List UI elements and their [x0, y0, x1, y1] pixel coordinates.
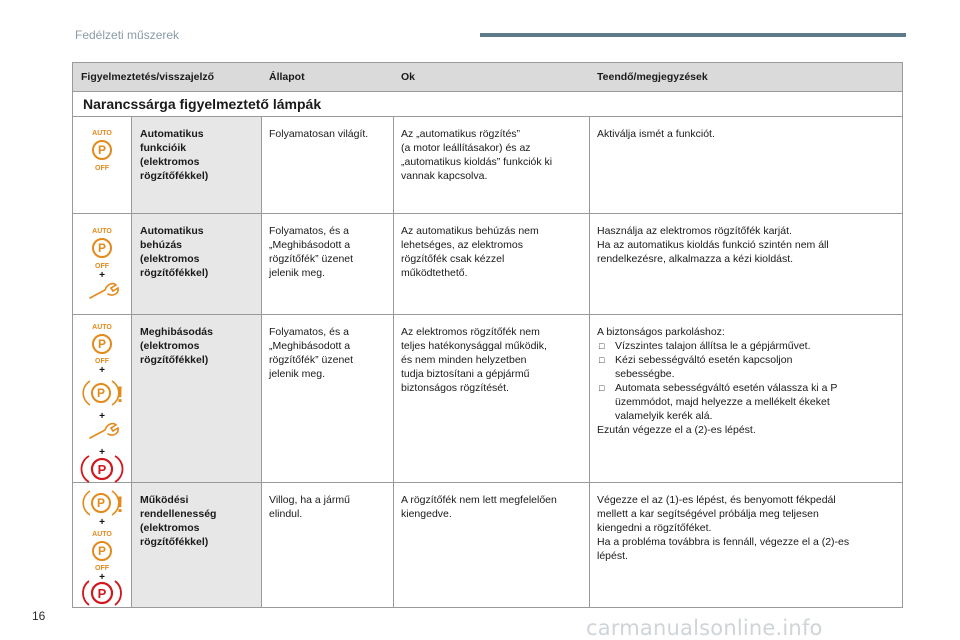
status-text: Folyamatos, és a „Meghibásodott a rögzítőfék” üzenet jelenik meg.: [269, 225, 354, 279]
indicator-name-cell: [132, 214, 262, 314]
svg-text:P: P: [97, 337, 107, 351]
action-text: [597, 325, 837, 437]
indicator-name-cell: [132, 117, 262, 213]
indicator-cell: [73, 483, 132, 607]
svg-text:P: P: [97, 462, 107, 477]
name-line: rögzítőfékkel): [140, 536, 209, 548]
action-bullet: □ Kézi sebességváltó esetén kapcsoljon sebességbe.: [597, 353, 837, 381]
status-text: Folyamatosan világít.: [269, 128, 369, 140]
section-accent-bar: [480, 33, 906, 37]
svg-text:AUTO: AUTO: [92, 228, 112, 235]
svg-text:OFF: OFF: [95, 565, 109, 572]
svg-text:!: !: [116, 492, 124, 517]
header-cause: Ok: [401, 71, 416, 83]
name-line: (elektromos: [140, 253, 200, 265]
indicator-cell: [73, 315, 132, 482]
svg-text:OFF: OFF: [95, 165, 109, 172]
name-line: rögzítőfékkel): [140, 267, 209, 279]
svg-text:+: +: [99, 447, 105, 458]
svg-text:P: P: [97, 544, 107, 558]
action-outro: Ezután végezze el a (2)-es lépést.: [597, 424, 756, 436]
parking-brake-red-icon: [73, 483, 131, 607]
svg-text:P: P: [97, 143, 107, 157]
watermark: carmanualsonline.info: [586, 616, 823, 640]
table-row: [73, 117, 902, 214]
svg-text:+: +: [99, 270, 105, 281]
action-bullet: □ Automata sebességváltó esetén válassza ki a P üzemmódot, majd helyezze a mellékelt ékeket valamelyik kerék alá.: [597, 381, 837, 423]
name-line: (elektromos: [140, 522, 200, 534]
action-text: Használja az elektromos rögzítőfék karját. Ha az automatikus kioldás funkció szintén nem áll rendelkezésre, alkalmazza a kézi kioldást.: [597, 225, 829, 265]
section-title: Fedélzeti műszerek: [75, 28, 180, 42]
svg-text:!: !: [116, 382, 124, 407]
action-intro: A biztonságos parkoláshoz:: [597, 326, 725, 338]
name-line: Automatikus: [140, 128, 204, 140]
status-text: Folyamatos, és a „Meghibásodott a rögzítőfék” üzenet jelenik meg.: [269, 326, 354, 380]
auto-off-parking-icon: [73, 117, 131, 213]
cause-text: A rögzítőfék nem lett megfelelően kiengedve.: [401, 494, 557, 520]
name-line: Automatikus: [140, 225, 204, 237]
svg-text:+: +: [99, 411, 105, 422]
page-number: 16: [32, 609, 46, 623]
svg-text:AUTO: AUTO: [92, 130, 112, 137]
table-row: [73, 315, 902, 483]
svg-text:AUTO: AUTO: [92, 324, 112, 331]
table-row: [73, 214, 902, 315]
name-line: (elektromos: [140, 156, 200, 168]
header-status: Állapot: [269, 71, 305, 83]
cause-text: Az elektromos rögzítőfék nem teljes hatékonysággal működik, és nem minden helyzetben tudja biztosítani a gépjármű biztonságos rögzítését.: [401, 326, 547, 394]
indicator-name-cell: [132, 483, 262, 607]
name-line: behúzás: [140, 239, 183, 251]
name-line: (elektromos: [140, 340, 200, 352]
svg-text:+: +: [99, 572, 105, 583]
name-line: rögzítőfékkel): [140, 170, 209, 182]
table-row: [73, 483, 902, 607]
name-line: Meghibásodás: [140, 326, 213, 338]
category-row: [73, 92, 902, 117]
indicator-cell: [73, 214, 132, 314]
name-line: Működési: [140, 494, 189, 506]
action-bullet: □ Vízszintes talajon állítsa le a gépjárművet.: [597, 339, 837, 353]
parking-brake-red-icon: [73, 315, 131, 482]
header-action: Teendő/megjegyzések: [597, 71, 708, 83]
svg-text:P: P: [97, 241, 107, 255]
header-indicator: Figyelmeztetés/visszajelző: [81, 71, 215, 83]
cause-text: Az „automatikus rögzítés” (a motor leállításakor) és az „automatikus kioldás” funkciók ki vannak kapcsolva.: [401, 128, 553, 182]
action-text: Végezze el az (1)-es lépést, és benyomott fékpedál mellett a kar segítségével próbálja meg teljesen kiengedni a rögzítőféket. Ha a probléma továbbra is fennáll, végezze el a (2)-es lépést.: [597, 494, 850, 562]
name-line: rendellenesség: [140, 508, 217, 520]
name-line: rögzítőfékkel): [140, 354, 209, 366]
indicator-cell: [73, 117, 132, 213]
svg-text:OFF: OFF: [95, 358, 109, 365]
cause-text: Az automatikus behúzás nem lehetséges, az elektromos rögzítőfék csak kézzel működtethető.: [401, 225, 539, 279]
svg-text:+: +: [99, 365, 105, 376]
svg-text:OFF: OFF: [95, 263, 109, 270]
wrench-icon: [73, 214, 131, 314]
name-line: funkcióik: [140, 142, 187, 154]
svg-text:P: P: [96, 496, 106, 510]
svg-text:P: P: [96, 386, 106, 400]
svg-text:+: +: [99, 517, 105, 528]
action-text: Aktiválja ismét a funkciót.: [597, 128, 715, 140]
warning-lamp-table: [72, 62, 903, 608]
svg-text:AUTO: AUTO: [92, 531, 112, 538]
indicator-name-cell: [132, 315, 262, 482]
status-text: Villog, ha a jármű elindul.: [269, 494, 350, 520]
category-title: Narancssárga figyelmeztető lámpák: [83, 96, 322, 112]
svg-text:P: P: [97, 586, 107, 601]
table-header: [73, 63, 902, 92]
